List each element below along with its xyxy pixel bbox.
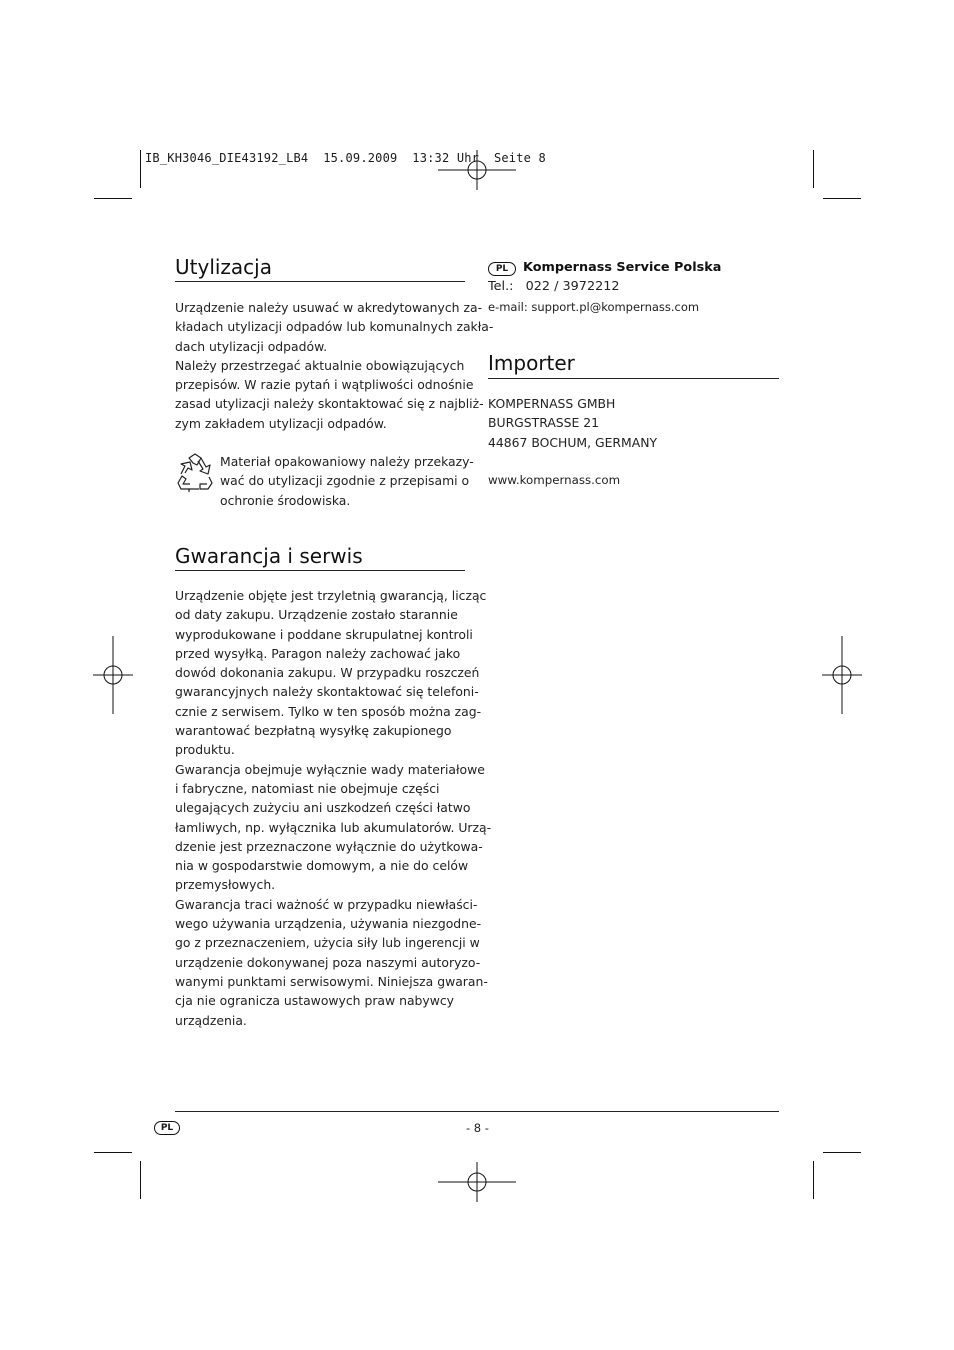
section-rule [488,378,779,379]
importer-website[interactable]: www.kompernass.com [488,473,621,487]
text-line: go z przeznaczeniem, użycia siły lub ingerencji w [175,935,480,951]
text-line: kładach utylizacji odpadów lub komunalnych zakła- [175,319,494,335]
text-line: dach utylizacji odpadów. [175,338,328,354]
text-line: i fabryczne, natomiast nie obejmuje części [175,780,440,796]
section-title-importer: Importer [488,351,575,375]
address-line: KOMPERNASS GMBH [488,396,616,411]
text-line: przepisów. W razie pytań i wątpliwości odnośnie [175,377,474,393]
crop-mark [94,1152,132,1153]
text-line: łamliwych, np. wyłącznika lub akumulatorów. Urzą- [175,819,492,835]
text-line: ulegających zużyciu ani uszkodzeń części łatwo [175,800,471,816]
section-rule [175,281,465,282]
text-line: gwarancyjnych należy skontaktować się telefoni- [175,684,479,700]
text-line: wanymi punktami serwisowymi. Niniejsza gwaran- [175,973,488,989]
text-line: urządzenie dokonywanej poza naszymi autoryzo- [175,954,481,970]
text-line: przed wysyłką. Paragon należy zachować jako [175,645,461,661]
text-line: cja nie ogranicza ustawowych praw nabywcy [175,993,455,1009]
section-title-gwarancja: Gwarancja i serwis [175,544,363,568]
page-number: - 8 - [466,1121,489,1135]
crop-mark [94,198,132,199]
crop-mark [813,1161,814,1199]
recycle-icon [175,452,215,492]
text-line: Gwarancja obejmuje wyłącznie wady materiałowe [175,761,485,777]
text-line: ochronie środowiska. [220,492,351,508]
text-line: od daty zakupu. Urządzenie zostało starannie [175,607,458,623]
importer-address [488,394,779,452]
address-line: 44867 BOCHUM, GERMANY [488,434,658,450]
text-line: Należy przestrzegać aktualnie obowiązujących [175,357,465,373]
crop-mark [140,1161,141,1199]
utylizacja-text [175,298,494,433]
registration-mark-right [822,636,862,714]
registration-mark-bottom [438,1162,516,1202]
text-line: wego używania urządzenia, używania niezgodne- [175,916,482,932]
text-line: cznie z serwisem. Tylko w ten sposób można zag- [175,703,482,719]
service-name: Kompernass Service Polska [523,260,722,275]
footer-rule [175,1111,779,1112]
text-line: wać do utylizacji zgodnie z przepisami o [220,473,470,489]
gwarancja-text [175,586,492,1030]
text-line: wyprodukowane i poddane skrupulatnej kontroli [175,626,473,642]
crop-mark [823,198,861,199]
text-line: przemysłowych. [175,877,276,893]
print-slug: IB_KH3046_DIE43192_LB4 15.09.2009 13:32 Uhr Seite 8 [145,151,546,165]
text-line: Urządzenie należy usuwać w akredytowanych za- [175,300,483,315]
section-title-utylizacja: Utylizacja [175,255,272,279]
text-line: warantować bezpłatną wysyłkę zakupionego [175,723,452,739]
country-badge: PL [488,262,516,276]
text-line: dzenie jest przeznaczone wyłącznie do użytkowa- [175,838,483,854]
text-line: urządzenia. [175,1012,247,1028]
address-line: BURGSTRASSE 21 [488,415,600,431]
text-line: nia w gospodarstwie domowym, a nie do celów [175,858,469,874]
text-line: produktu. [175,742,235,758]
service-email[interactable]: e-mail: support.pl@kompernass.com [488,300,700,314]
footer-country-badge: PL [154,1121,180,1135]
text-line: zym zakładem utylizacji odpadów. [175,415,387,431]
crop-mark [813,150,814,188]
crop-mark [823,1152,861,1153]
recycle-note [220,452,474,510]
text-line: Gwarancja traci ważność w przypadku niewłaści- [175,896,478,912]
section-rule [175,570,465,571]
text-line: Urządzenie objęte jest trzyletnią gwarancją, licząc [175,588,487,603]
service-phone: Tel.: 022 / 3972212 [488,279,620,294]
text-line: Materiał opakowaniowy należy przekazy- [220,454,474,469]
crop-mark [140,150,141,188]
registration-mark-left [93,636,133,714]
text-line: zasad utylizacji należy skontaktować się z najbliż- [175,396,484,412]
text-line: dowód dokonania zakupu. W przypadku roszczeń [175,665,480,681]
